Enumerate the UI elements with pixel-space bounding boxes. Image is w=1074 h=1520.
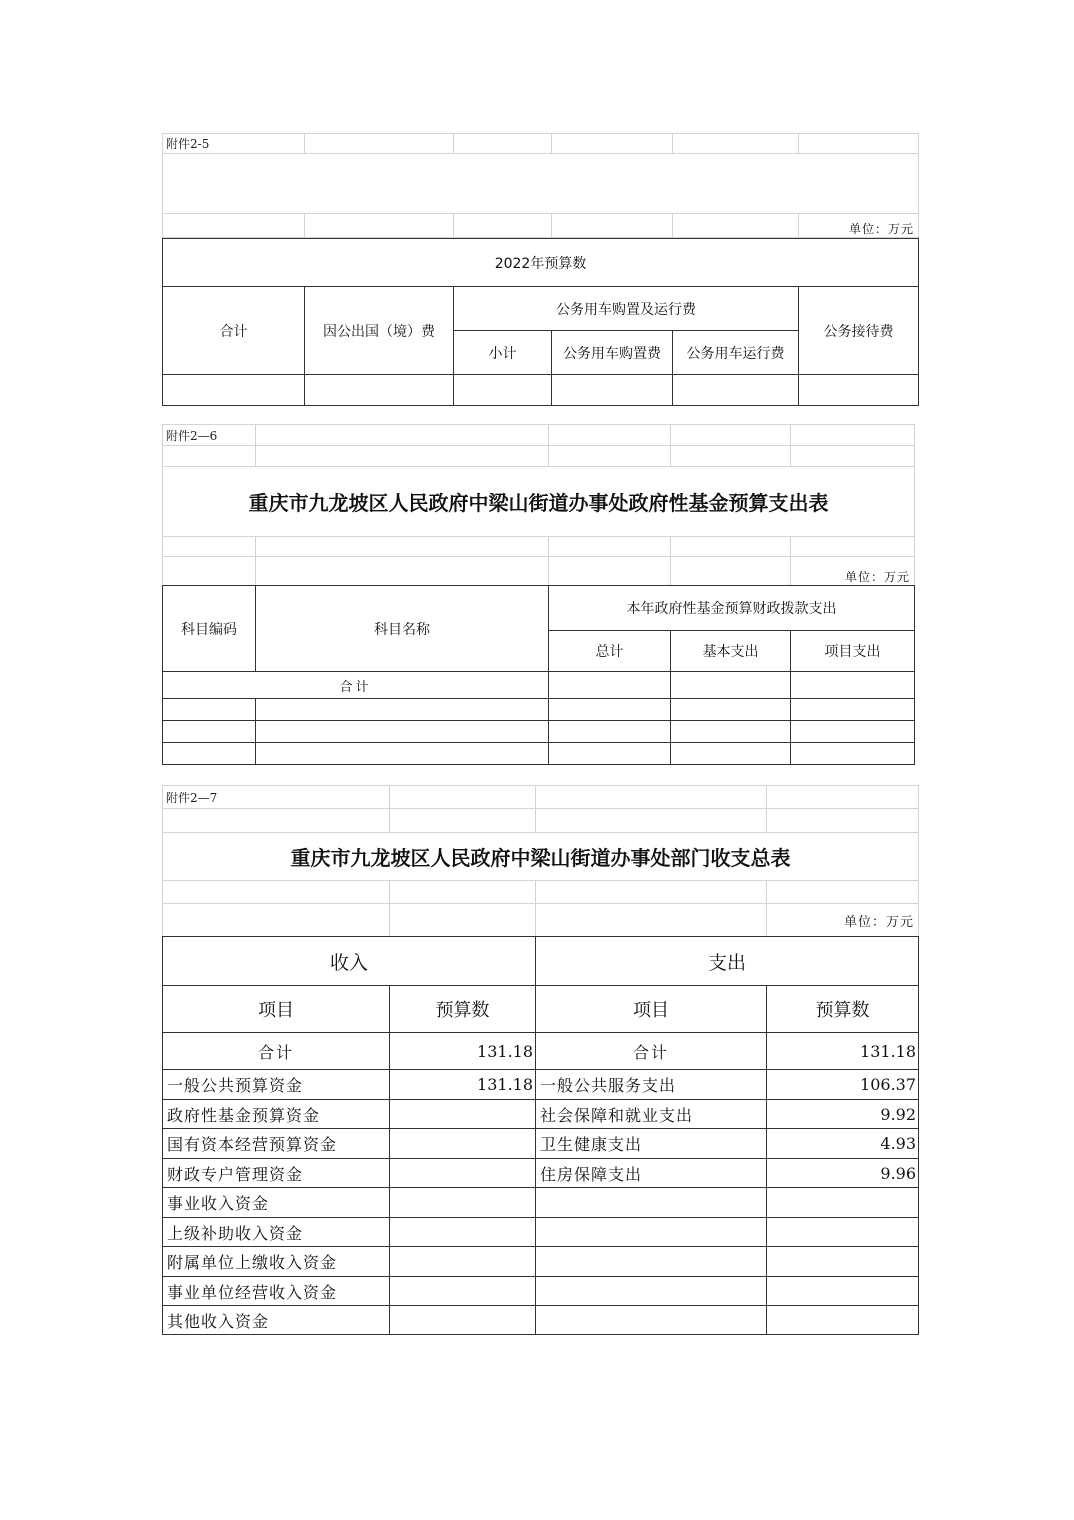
table-2-7-top [162,785,919,937]
table-row [163,375,919,406]
expense-value [767,1188,919,1218]
expense-value [767,1306,919,1335]
income-value [390,1100,536,1129]
table-2-5 [162,238,919,406]
reception-header: 公务接待费 [799,287,919,375]
income-value [390,1247,536,1277]
table-row [163,699,915,721]
code-header: 科目编码 [163,586,256,672]
vehicle-operation-header: 公务用车运行费 [673,331,799,375]
table-row [163,1188,919,1218]
table-row [163,672,915,699]
income-item: 上级补助收入资金 [163,1218,390,1247]
fund-group-header: 本年政府性基金预算财政拨款支出 [549,586,915,631]
sum-row-label: 合计 [163,672,549,699]
income-value [390,1277,536,1306]
expense-header: 支出 [536,937,919,986]
expense-item [536,1277,767,1306]
income-value: 131.18 [390,1070,536,1100]
basic-header: 基本支出 [671,631,791,672]
income-item-header: 项目 [163,986,390,1033]
project-header: 项目支出 [791,631,915,672]
expense-item: 卫生健康支出 [536,1129,767,1159]
table-row [163,1159,919,1188]
title-blank-row [163,154,919,214]
total-header: 合计 [163,287,305,375]
table-row [163,1306,919,1335]
unit-label: 单位：万元 [791,557,915,586]
expense-item-header: 项目 [536,986,767,1033]
income-value [390,1218,536,1247]
unit-label: 单位：万元 [799,214,919,238]
page-title: 重庆市九龙坡区人民政府中梁山街道办事处政府性基金预算支出表 [163,467,915,537]
expense-item: 一般公共服务支出 [536,1070,767,1100]
unit-label: 单位：万元 [767,904,919,937]
table-row [163,743,915,765]
vehicle-purchase-header: 公务用车购置费 [552,331,673,375]
grand-total-header: 总计 [549,631,671,672]
attachment-label: 附件2—6 [163,425,256,446]
expense-value [767,1218,919,1247]
income-item: 政府性基金预算资金 [163,1100,390,1129]
expense-item [536,1218,767,1247]
name-header: 科目名称 [256,586,549,672]
attachment-label: 附件2-5 [163,134,305,154]
income-item: 国有资本经营预算资金 [163,1129,390,1159]
expense-value [767,1277,919,1306]
income-header: 收入 [163,937,536,986]
income-budget-header: 预算数 [390,986,536,1033]
table-row [163,1129,919,1159]
total-row [163,1033,919,1070]
table-row [163,1218,919,1247]
income-value [390,1129,536,1159]
expense-item [536,1306,767,1335]
expense-item [536,1247,767,1277]
income-item: 其他收入资金 [163,1306,390,1335]
income-total-label: 合计 [163,1033,390,1070]
expense-total-value: 131.18 [767,1033,919,1070]
income-item: 财政专户管理资金 [163,1159,390,1188]
page-title: 重庆市九龙坡区人民政府中梁山街道办事处部门收支总表 [163,833,919,881]
income-item: 事业收入资金 [163,1188,390,1218]
table-2-6 [162,585,915,765]
income-item: 一般公共预算资金 [163,1070,390,1100]
year-header: 2022年预算数 [163,239,919,287]
table-row [163,1100,919,1129]
expense-item: 住房保障支出 [536,1159,767,1188]
income-value [390,1306,536,1335]
expense-value: 106.37 [767,1070,919,1100]
expense-item: 社会保障和就业支出 [536,1100,767,1129]
abroad-header: 因公出国（境）费 [305,287,454,375]
expense-value [767,1247,919,1277]
income-value [390,1188,536,1218]
income-total-value: 131.18 [390,1033,536,1070]
expense-item [536,1188,767,1218]
income-value [390,1159,536,1188]
table-row [163,1247,919,1277]
table-row [163,721,915,743]
table-2-6-top [162,424,915,586]
expense-value: 9.92 [767,1100,919,1129]
income-item: 附属单位上缴收入资金 [163,1247,390,1277]
expense-total-label: 合计 [536,1033,767,1070]
table-row [163,1070,919,1100]
expense-value: 9.96 [767,1159,919,1188]
expense-value: 4.93 [767,1129,919,1159]
subtotal-header: 小计 [454,331,552,375]
attachment-label: 附件2—7 [163,786,390,809]
income-item: 事业单位经营收入资金 [163,1277,390,1306]
table-2-7 [162,936,919,1335]
vehicle-group-header: 公务用车购置及运行费 [454,287,799,331]
table-row [163,1277,919,1306]
expense-budget-header: 预算数 [767,986,919,1033]
table-2-5-top [162,133,919,238]
